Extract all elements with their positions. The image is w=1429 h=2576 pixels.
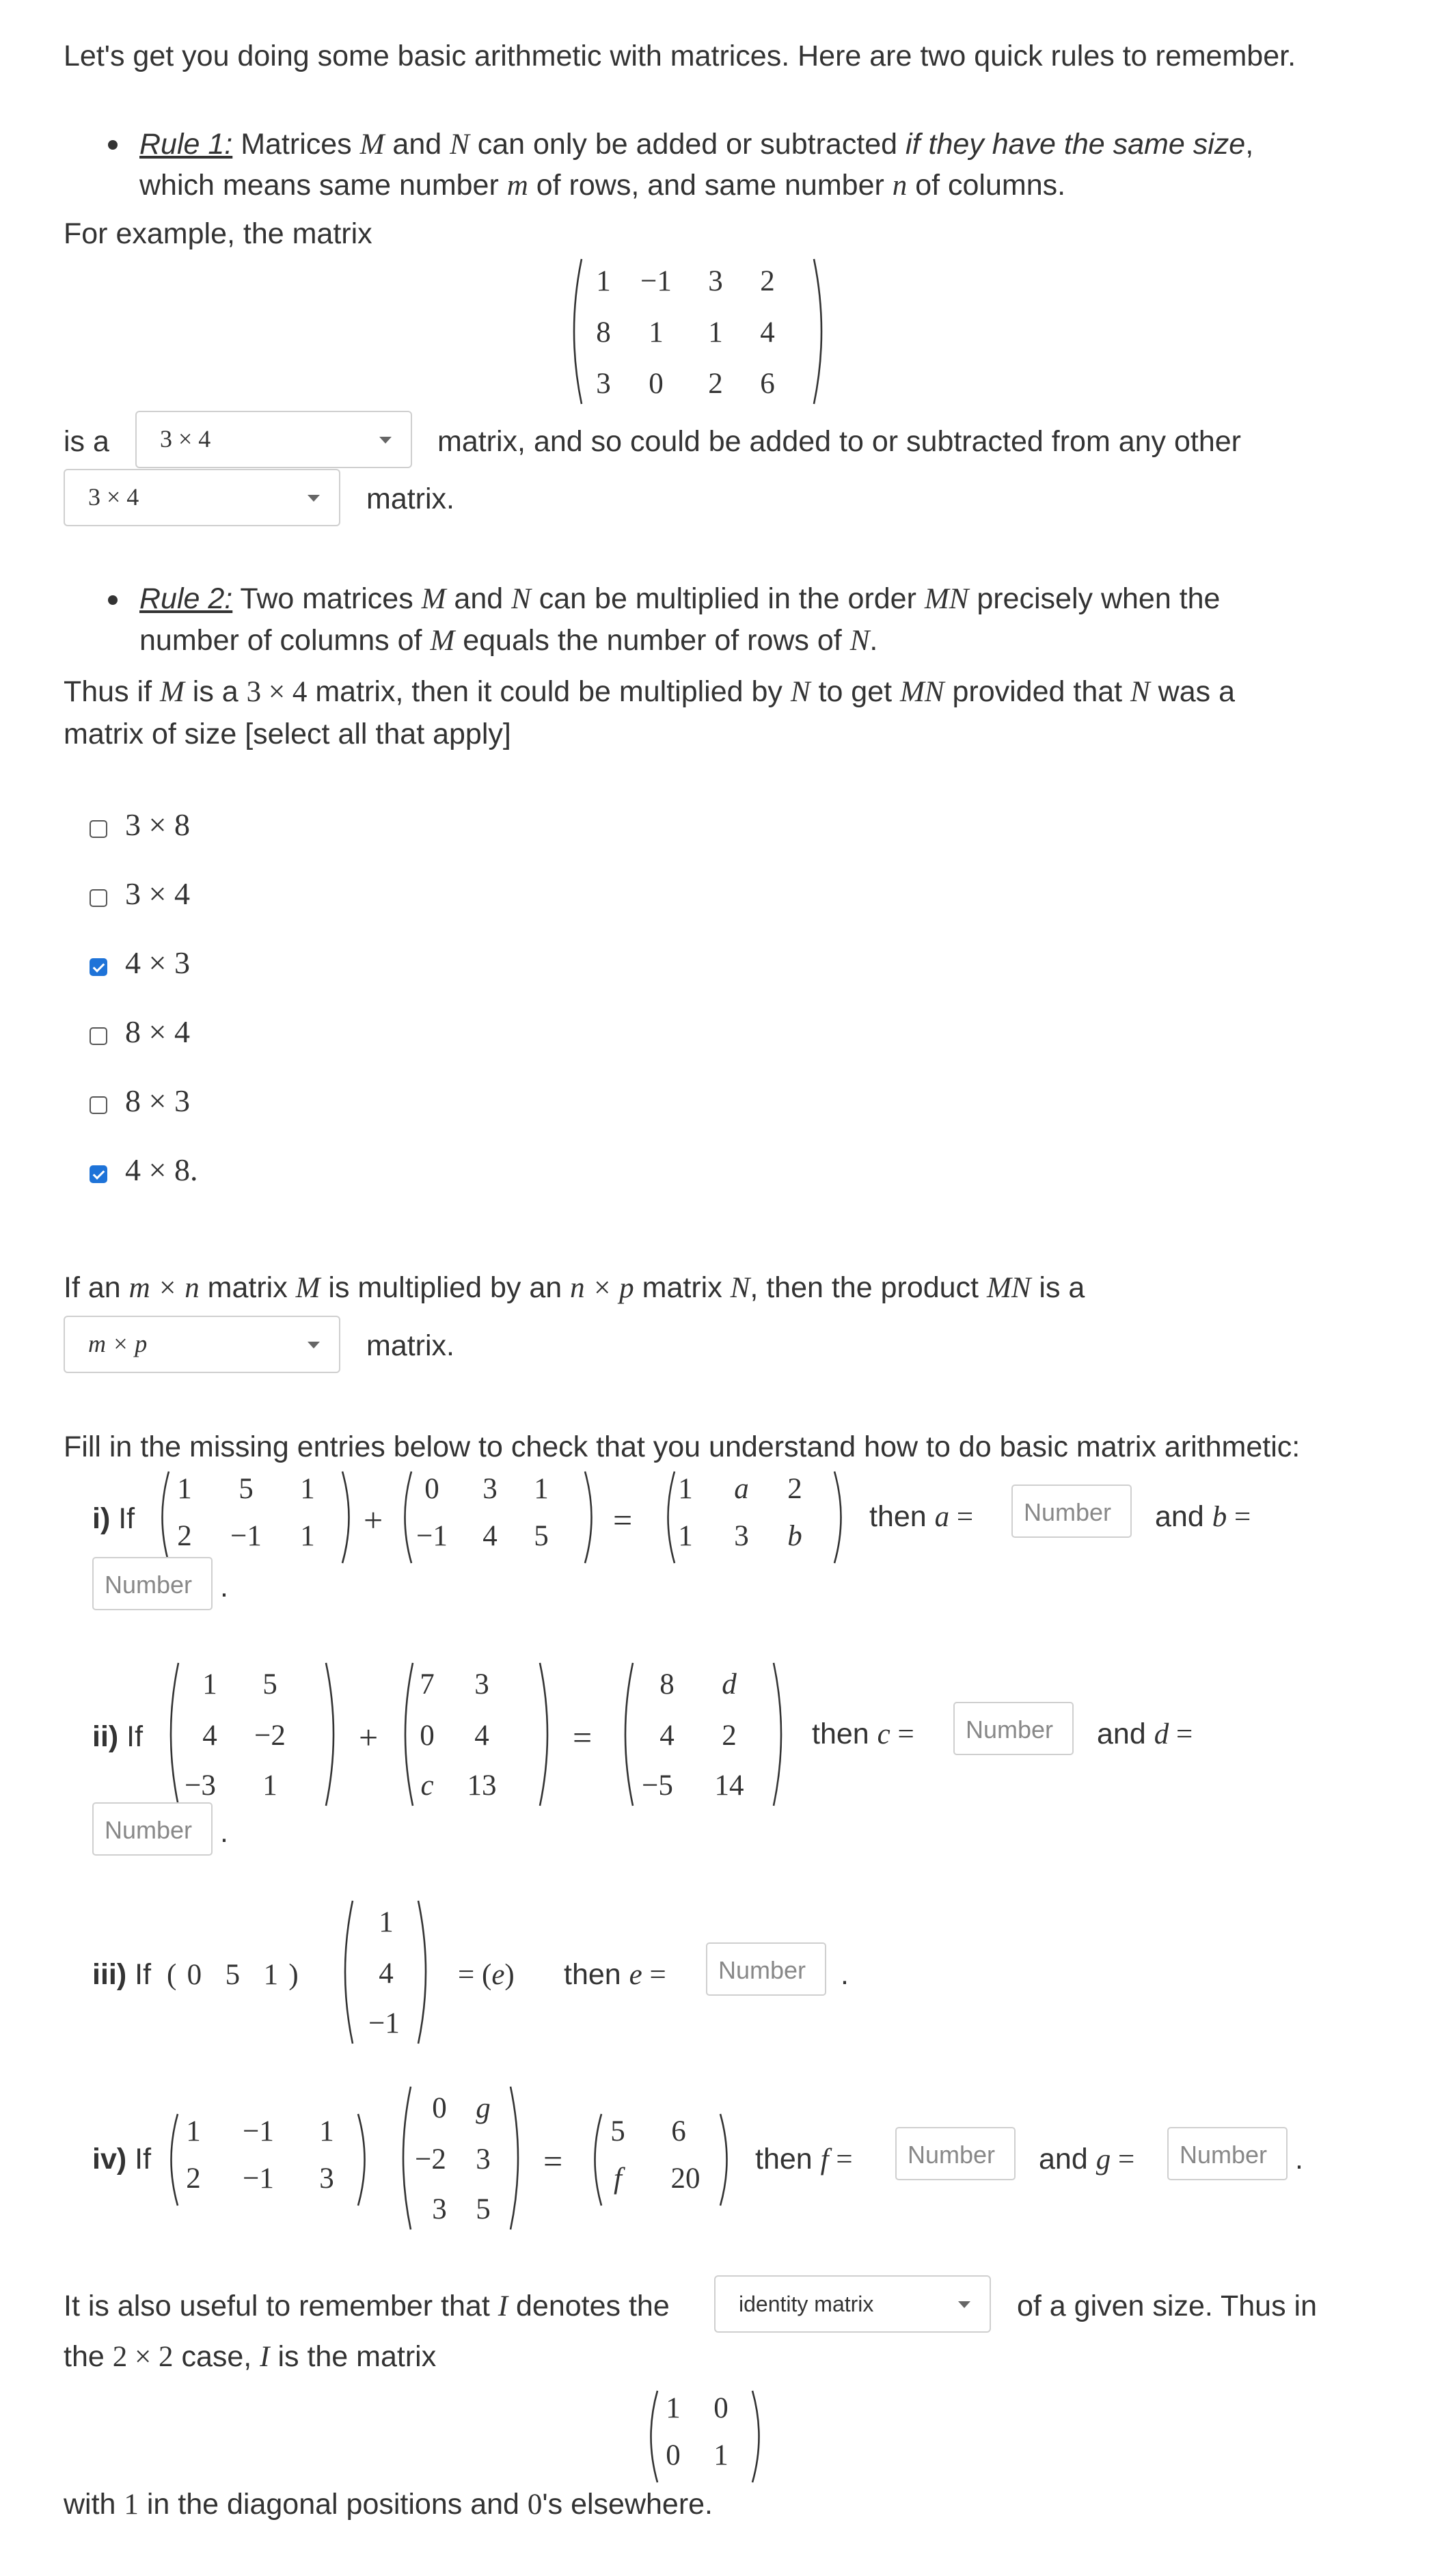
matrix-cell: 1 xyxy=(177,1473,192,1505)
rule1-italic: if they have the same size xyxy=(906,128,1246,161)
math-n: n xyxy=(892,170,908,202)
matrix-cell: 3 xyxy=(708,265,723,297)
fill-intro: Fill in the missing entries below to check that you understand how to do basic matrix arithmetic: xyxy=(64,1431,1301,1463)
identity-text: case, xyxy=(173,2340,260,2373)
matrix-cell: 1 xyxy=(319,2115,334,2147)
matrix-cell: 0 xyxy=(713,2392,729,2424)
matrix-cell: −1 xyxy=(368,2007,400,2039)
q3-label xyxy=(92,1958,151,1992)
q2-matrix-c xyxy=(615,1661,793,1808)
math-I: I xyxy=(260,2341,270,2373)
matrix-cell: 6 xyxy=(760,368,775,400)
identity-c: of a given size. Thus in xyxy=(1017,2290,1318,2322)
q-text: then xyxy=(564,1958,629,1991)
q2-and: and d = xyxy=(1097,1718,1193,1750)
math-nxp: n × p xyxy=(570,1272,634,1304)
paren-close: ) xyxy=(288,1959,299,1991)
right-paren xyxy=(771,1661,791,1808)
matrix-cell: −1 xyxy=(243,2163,274,2195)
matrix-cell: −3 xyxy=(185,1770,216,1802)
answer-g-input[interactable]: Number xyxy=(1167,2127,1288,2180)
intro-text: Let's get you doing some basic arithmetic with matrices. Here are two quick rules to remember. xyxy=(64,40,1296,72)
matrix-cell: 4 xyxy=(659,1720,675,1752)
q-text: and xyxy=(1039,2143,1096,2175)
product-text: matrix xyxy=(199,1271,296,1304)
is-a-text: is a xyxy=(64,425,109,458)
product-text: If an xyxy=(64,1271,129,1304)
math-one: 1 xyxy=(124,2489,139,2521)
answer-f-input[interactable]: Number xyxy=(895,2127,1016,2180)
matrix-cell: 5 xyxy=(610,2115,625,2147)
product-text: is multiplied by an xyxy=(320,1271,571,1304)
thus-text: was a xyxy=(1149,675,1236,708)
math-N: N xyxy=(511,583,531,615)
matrix-cell: 3 xyxy=(476,2143,491,2175)
math-g: g xyxy=(1095,2143,1111,2175)
matrix-cell: 1 xyxy=(596,265,611,297)
math-mxn: m × n xyxy=(128,1272,200,1304)
identity-line2 xyxy=(64,2340,436,2374)
matrix-cell: 4 xyxy=(202,1720,217,1752)
bullet xyxy=(108,595,118,605)
matrix-cell: −1 xyxy=(243,2115,274,2147)
chevron-down-icon xyxy=(958,2301,970,2308)
math-MN: MN xyxy=(900,676,944,708)
matrix-cell: 4 xyxy=(482,1520,498,1552)
matrix-cell: 3 xyxy=(596,368,611,400)
q-label: iii) xyxy=(92,1958,127,1991)
example-text: For example, the matrix xyxy=(64,217,372,250)
rule1-text: and xyxy=(384,128,450,161)
matrix-cell: 5 xyxy=(225,1959,241,1991)
q3-result xyxy=(458,1958,515,1992)
bullet xyxy=(108,140,118,150)
product-text: is a xyxy=(1031,1271,1085,1304)
right-paren xyxy=(582,1469,600,1565)
rule2-line1 xyxy=(139,582,1220,616)
matrix-cell: 5 xyxy=(476,2193,491,2225)
matrix-cell: 0 xyxy=(187,1959,202,1991)
identity-text: in the diagonal positions and xyxy=(138,2488,528,2521)
checkbox-8x4[interactable] xyxy=(90,1027,107,1045)
math-M: M xyxy=(359,128,385,161)
math-zero: 0 xyxy=(527,2489,543,2521)
q2-then: then c = xyxy=(812,1718,914,1750)
q3-then: then e = xyxy=(564,1958,666,1991)
rule2-text: Two matrices xyxy=(232,582,422,615)
matrix-cell: d xyxy=(722,1668,737,1700)
matrix-cell: −1 xyxy=(416,1520,448,1552)
checkbox-3x8[interactable] xyxy=(90,820,107,838)
q2-matrix-a xyxy=(161,1661,345,1808)
rule1-text: , xyxy=(1245,128,1254,161)
math-MN: MN xyxy=(986,1272,1031,1304)
rule2-text: and xyxy=(446,582,512,615)
q1-matrix-a xyxy=(154,1469,359,1565)
q-text: If xyxy=(126,1958,152,1991)
matrix-cell: 14 xyxy=(714,1770,744,1802)
identity-text: It is also useful to remember that xyxy=(64,2290,498,2322)
rule2-text: number of columns of xyxy=(139,624,431,657)
right-paren xyxy=(355,2112,373,2208)
thus-text: to get xyxy=(810,675,901,708)
option-label: 4 × 8. xyxy=(125,1152,198,1187)
q4-matrix-b xyxy=(393,2085,530,2232)
matrix-cell: 20 xyxy=(670,2163,700,2195)
q2-matrix-b xyxy=(395,1661,559,1808)
matrix-cell: 4 xyxy=(760,316,775,349)
matrix-cell: 1 xyxy=(262,1770,277,1802)
math-MN: MN xyxy=(924,583,969,615)
matrix-cell: 0 xyxy=(666,2439,681,2471)
right-paren xyxy=(323,1661,344,1808)
matrix-cell: 3 xyxy=(734,1520,749,1552)
matrix-cell: 2 xyxy=(708,368,723,400)
rule2-text: . xyxy=(869,624,878,657)
matrix-cell: −2 xyxy=(415,2143,446,2175)
matrix-cell: g xyxy=(476,2092,491,2124)
right-paren xyxy=(416,1899,436,2046)
matrix-cell: 3 xyxy=(482,1473,498,1505)
dropdown-value: 3 × 4 xyxy=(88,483,139,511)
right-paren xyxy=(832,1469,849,1565)
period: . xyxy=(220,1571,228,1603)
matrix-cell: 0 xyxy=(420,1720,435,1752)
equals-sign: = xyxy=(573,1718,593,1757)
plus-sign: + xyxy=(364,1501,383,1539)
matrix-cell: 1 xyxy=(708,316,723,349)
math-N: N xyxy=(730,1272,750,1304)
math-N: N xyxy=(450,128,469,161)
identity-text: denotes the xyxy=(508,2290,670,2322)
dropdown-value: 3 × 4 xyxy=(160,425,211,452)
matrix-cell: 1 xyxy=(678,1520,693,1552)
rule1-text: of columns. xyxy=(907,169,1066,202)
matrix-cell: 1 xyxy=(300,1473,315,1505)
matrix-cell: 2 xyxy=(177,1520,192,1552)
matrix-cell: 7 xyxy=(420,1668,435,1700)
right-paren xyxy=(750,2389,767,2484)
identity-text: with xyxy=(64,2488,124,2521)
matrix-cell: 6 xyxy=(671,2115,686,2147)
period: . xyxy=(841,1958,849,1991)
math-e: e xyxy=(629,1959,642,1991)
q2-label xyxy=(92,1720,143,1754)
product-text: , then the product xyxy=(750,1271,987,1304)
math-e: e xyxy=(491,1959,505,1991)
math-N: N xyxy=(1130,676,1150,708)
math-M: M xyxy=(430,625,455,657)
matrix-cell: 1 xyxy=(649,316,664,349)
paren-close: ) xyxy=(504,1959,515,1991)
matrix-cell: a xyxy=(734,1473,749,1505)
matrix-cell: 3 xyxy=(319,2163,334,2195)
matrix-cell: 5 xyxy=(262,1668,277,1700)
matrix-cell: 3 xyxy=(432,2193,447,2225)
q4-label xyxy=(92,2143,151,2176)
rule2-label: Rule 2: xyxy=(139,582,233,615)
thus-text: is a xyxy=(184,675,247,708)
math-M: M xyxy=(295,1272,321,1304)
checkbox-3x4[interactable] xyxy=(90,889,107,907)
math-size: 2 × 2 xyxy=(112,2341,174,2373)
matrix-cell: −1 xyxy=(230,1520,262,1552)
option-label: 4 × 3 xyxy=(125,945,190,980)
math-c: c xyxy=(877,1718,890,1750)
math-M: M xyxy=(160,676,185,708)
rule1-text: which means same number xyxy=(139,169,507,202)
identity-line1 xyxy=(64,2290,670,2323)
q-text: If xyxy=(110,1502,135,1535)
matrix-cell: 0 xyxy=(649,368,664,400)
q3-col-vector xyxy=(335,1899,437,2046)
matrix-cell: f xyxy=(614,2163,622,2195)
q-text: If xyxy=(126,2143,152,2175)
answer-d-input[interactable]: Number xyxy=(92,1802,213,1856)
paren-open: ( xyxy=(167,1959,177,1991)
other-matrix-size-dropdown[interactable] xyxy=(64,469,340,526)
product-text: matrix xyxy=(634,1271,731,1304)
matrix-cell: 1 xyxy=(379,1906,394,1938)
q1-and: and b = xyxy=(1155,1500,1251,1533)
thus-text: matrix, then it could be multiplied by xyxy=(307,675,791,708)
checkbox-8x3[interactable] xyxy=(90,1096,107,1114)
dropdown-value: m × p xyxy=(88,1330,148,1357)
period: . xyxy=(220,1816,228,1849)
q1-label xyxy=(92,1502,135,1536)
q-text: and xyxy=(1097,1718,1154,1750)
matrix-word: matrix. xyxy=(366,1329,454,1362)
q4-matrix-a xyxy=(163,2112,375,2208)
answer-a-input[interactable]: Number xyxy=(1011,1484,1132,1538)
rule1-text: of rows, and same number xyxy=(528,169,893,202)
identity-matrix xyxy=(642,2389,769,2484)
math-b: b xyxy=(1212,1501,1227,1533)
right-paren xyxy=(537,1661,558,1808)
rule2-text: equals the number of rows of xyxy=(454,624,850,657)
option-label: 3 × 4 xyxy=(125,876,190,911)
q1-matrix-c xyxy=(659,1469,851,1565)
matrix-cell: −5 xyxy=(642,1770,673,1802)
q3-row-vector xyxy=(167,1958,299,1992)
matrix-cell: 8 xyxy=(596,316,611,349)
math-d: d xyxy=(1154,1718,1169,1750)
thus-line1 xyxy=(64,675,1235,709)
matrix-cell: 2 xyxy=(787,1473,802,1505)
q-text: and xyxy=(1155,1500,1212,1533)
q4-matrix-c xyxy=(586,2112,737,2208)
after-dropdown-text: matrix, and so could be added to or subtracted from any other xyxy=(437,425,1241,458)
option-label: 8 × 4 xyxy=(125,1014,190,1049)
math-m: m xyxy=(506,170,528,202)
rule1-line2 xyxy=(139,169,1065,202)
matrix-cell: 5 xyxy=(534,1520,549,1552)
matrix-cell: 8 xyxy=(659,1668,675,1700)
identity-text: 's elsewhere. xyxy=(542,2488,713,2521)
q-label: iv) xyxy=(92,2143,127,2175)
matrix-cell: b xyxy=(787,1520,802,1552)
rule1-line1 xyxy=(139,128,1253,161)
thus-line2: matrix of size [select all that apply] xyxy=(64,718,511,750)
answer-e-input[interactable]: Number xyxy=(706,1942,826,1996)
matrix-cell: 4 xyxy=(379,1957,394,1990)
identity-text: the xyxy=(64,2340,113,2373)
matrix-cell: 1 xyxy=(300,1520,315,1552)
chevron-down-icon xyxy=(379,437,392,444)
matrix-cell: c xyxy=(420,1770,434,1802)
rule2-text: precisely when the xyxy=(968,582,1221,615)
equals-sign: = xyxy=(543,2142,563,2180)
period: . xyxy=(1295,2143,1303,2175)
chevron-down-icon xyxy=(308,495,320,502)
identity-text: is the matrix xyxy=(269,2340,437,2373)
q1-then: then a = xyxy=(869,1500,974,1533)
rule1-text: can only be added or subtracted xyxy=(469,128,906,161)
q4-and: and g = xyxy=(1039,2143,1135,2175)
checkbox-4x8[interactable] xyxy=(90,1165,107,1183)
matrix-cell: 0 xyxy=(424,1473,439,1505)
option-label: 3 × 8 xyxy=(125,807,190,842)
right-paren xyxy=(718,2112,735,2208)
answer-b-input[interactable]: Number xyxy=(92,1557,213,1610)
matrix-cell: 1 xyxy=(713,2439,729,2471)
q-label: ii) xyxy=(92,1720,119,1753)
matrix-cell: 1 xyxy=(534,1473,549,1505)
math-N: N xyxy=(790,676,811,708)
matrix-cell: 2 xyxy=(760,265,775,297)
q-text: If xyxy=(118,1720,144,1753)
matrix-cell: 1 xyxy=(186,2115,201,2147)
matrix-word: matrix. xyxy=(366,483,454,515)
option-label: 8 × 3 xyxy=(125,1083,190,1118)
matrix-cell: 13 xyxy=(467,1770,497,1802)
product-line xyxy=(64,1271,1085,1305)
thus-text: provided that xyxy=(944,675,1131,708)
thus-text: Thus if xyxy=(64,675,160,708)
chevron-down-icon xyxy=(308,1342,320,1348)
matrix-cell: 3 xyxy=(474,1668,489,1700)
left-paren xyxy=(335,1899,355,2046)
answer-c-input[interactable]: Number xyxy=(953,1702,1074,1755)
right-paren xyxy=(340,1469,357,1565)
math-a: a xyxy=(934,1501,950,1533)
equals-sign: = ( xyxy=(458,1959,492,1991)
right-paren xyxy=(811,256,832,407)
matrix-cell: −2 xyxy=(254,1720,286,1752)
matrix-cell: 1 xyxy=(666,2392,681,2424)
equals-sign: = xyxy=(613,1501,633,1539)
q-text: then xyxy=(812,1718,877,1750)
identity-dropdown[interactable] xyxy=(714,2275,991,2333)
matrix-cell: 2 xyxy=(722,1720,737,1752)
matrix-size-dropdown[interactable] xyxy=(135,411,412,468)
product-size-dropdown[interactable] xyxy=(64,1316,340,1373)
identity-line3 xyxy=(64,2488,713,2521)
matrix-cell: 5 xyxy=(239,1473,254,1505)
rule2-line2 xyxy=(139,624,877,657)
right-paren xyxy=(508,2085,528,2232)
matrix-cell: 4 xyxy=(474,1720,489,1752)
rule1-text: Matrices xyxy=(232,128,360,161)
dropdown-value: identity matrix xyxy=(739,2292,874,2316)
matrix-cell: 1 xyxy=(263,1959,279,1991)
math-M: M xyxy=(421,583,446,615)
matrix-cell: 1 xyxy=(202,1668,217,1700)
plus-sign: + xyxy=(359,1718,379,1757)
checkbox-4x3[interactable] xyxy=(90,958,107,976)
matrix-cell: 0 xyxy=(432,2092,447,2124)
q-text: then xyxy=(869,1500,935,1533)
math-I: I xyxy=(498,2290,508,2322)
q-label: i) xyxy=(92,1502,111,1535)
rule2-text: can be multiplied in the order xyxy=(530,582,925,615)
q1-matrix-b xyxy=(396,1469,601,1565)
matrix-cell: −1 xyxy=(640,265,672,297)
math-size: 3 × 4 xyxy=(246,676,308,708)
q-text: then xyxy=(755,2143,821,2175)
math-N: N xyxy=(849,625,870,657)
math-f: f xyxy=(820,2143,829,2175)
rule1-label: Rule 1: xyxy=(139,128,233,161)
matrix-cell: 1 xyxy=(678,1473,693,1505)
example-matrix xyxy=(564,256,837,407)
matrix-cell: 2 xyxy=(186,2163,201,2195)
q4-then: then f = xyxy=(755,2143,853,2175)
